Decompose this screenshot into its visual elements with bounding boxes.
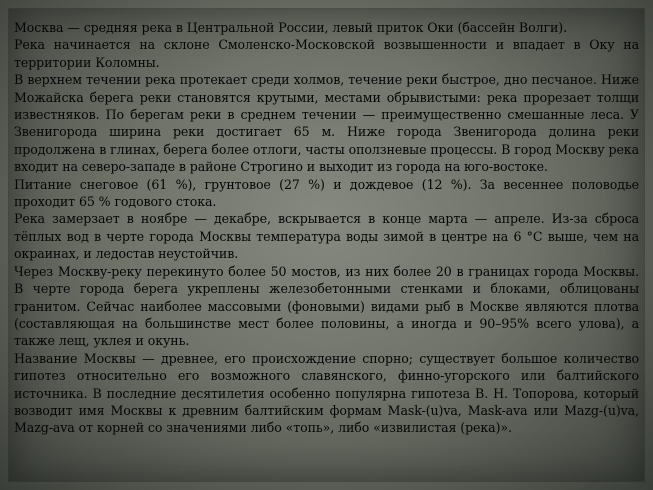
paragraph-feeding: Питание снеговое (61 %), грунтовое (27 %) и дождевое (12 %). За весеннее половодье проходит 65 % годового стока.	[14, 176, 639, 210]
paragraph-bridges: Через Москву-реку перекинуто более 50 мостов, из них более 20 в границах города Москвы. В черте города берега укреплены железобетонными стенками и блоками, облицованы гранитом. Сейчас наиболее массовыми (фоновыми) видами рыб в Москве являются плотва (составляющая на большинстве мест более половины, а иногда и 90–95% всего улова), а также лещ, уклея и окунь.	[14, 263, 639, 349]
paragraph-source: Река начинается на склоне Смоленско-Московской возвышенности и впадает в Оку на территории Коломны.	[14, 37, 639, 70]
paragraph-freezing: Река замерзает в ноябре — декабре, вскрывается в конце марта — апреле. Из-за сброса тёплых вод в черте города Москвы температура воды зимой в центре на 6 °С выше, чем на окраинах, и ледостав неустойчив.	[14, 211, 639, 262]
paragraph-intro: Москва — средняя река в Центральной России, левый приток Оки (бассейн Волги).	[14, 20, 567, 35]
paragraph-etymology: Название Москвы — древнее, его происхождение спорно; существует большое количество гипотез относительно его возможного славянского, финно-угорского или балтийского источника. В последние десятилетия особенно популярна гипотеза В. Н. Топорова, который возводит имя Москвы к древним балтийским формам Mask-(u)va, Mask-ava или Mazg-(u)va, Mazg-ava от корней со значениями либо «топь», либо «извилистая (река)».	[14, 350, 639, 436]
text-body	[14, 19, 639, 437]
paragraph-course: В верхнем течении река протекает среди холмов, течение реки быстрое, дно песчаное. Ниже Можайска берега реки становятся крутыми, местами обрывистыми: река прорезает толщи известняков. По берегам реки в среднем течении — преимущественно смешанные леса. У Звенигорода ширина реки достигает 65 м. Ниже города Звенигорода долина реки продолжена в глинах, берега более отлоги, часты оползневые процессы. В город Москву река входит на северо-западе в районе Строгино и выходит из города на юго-востоке.	[14, 72, 639, 175]
